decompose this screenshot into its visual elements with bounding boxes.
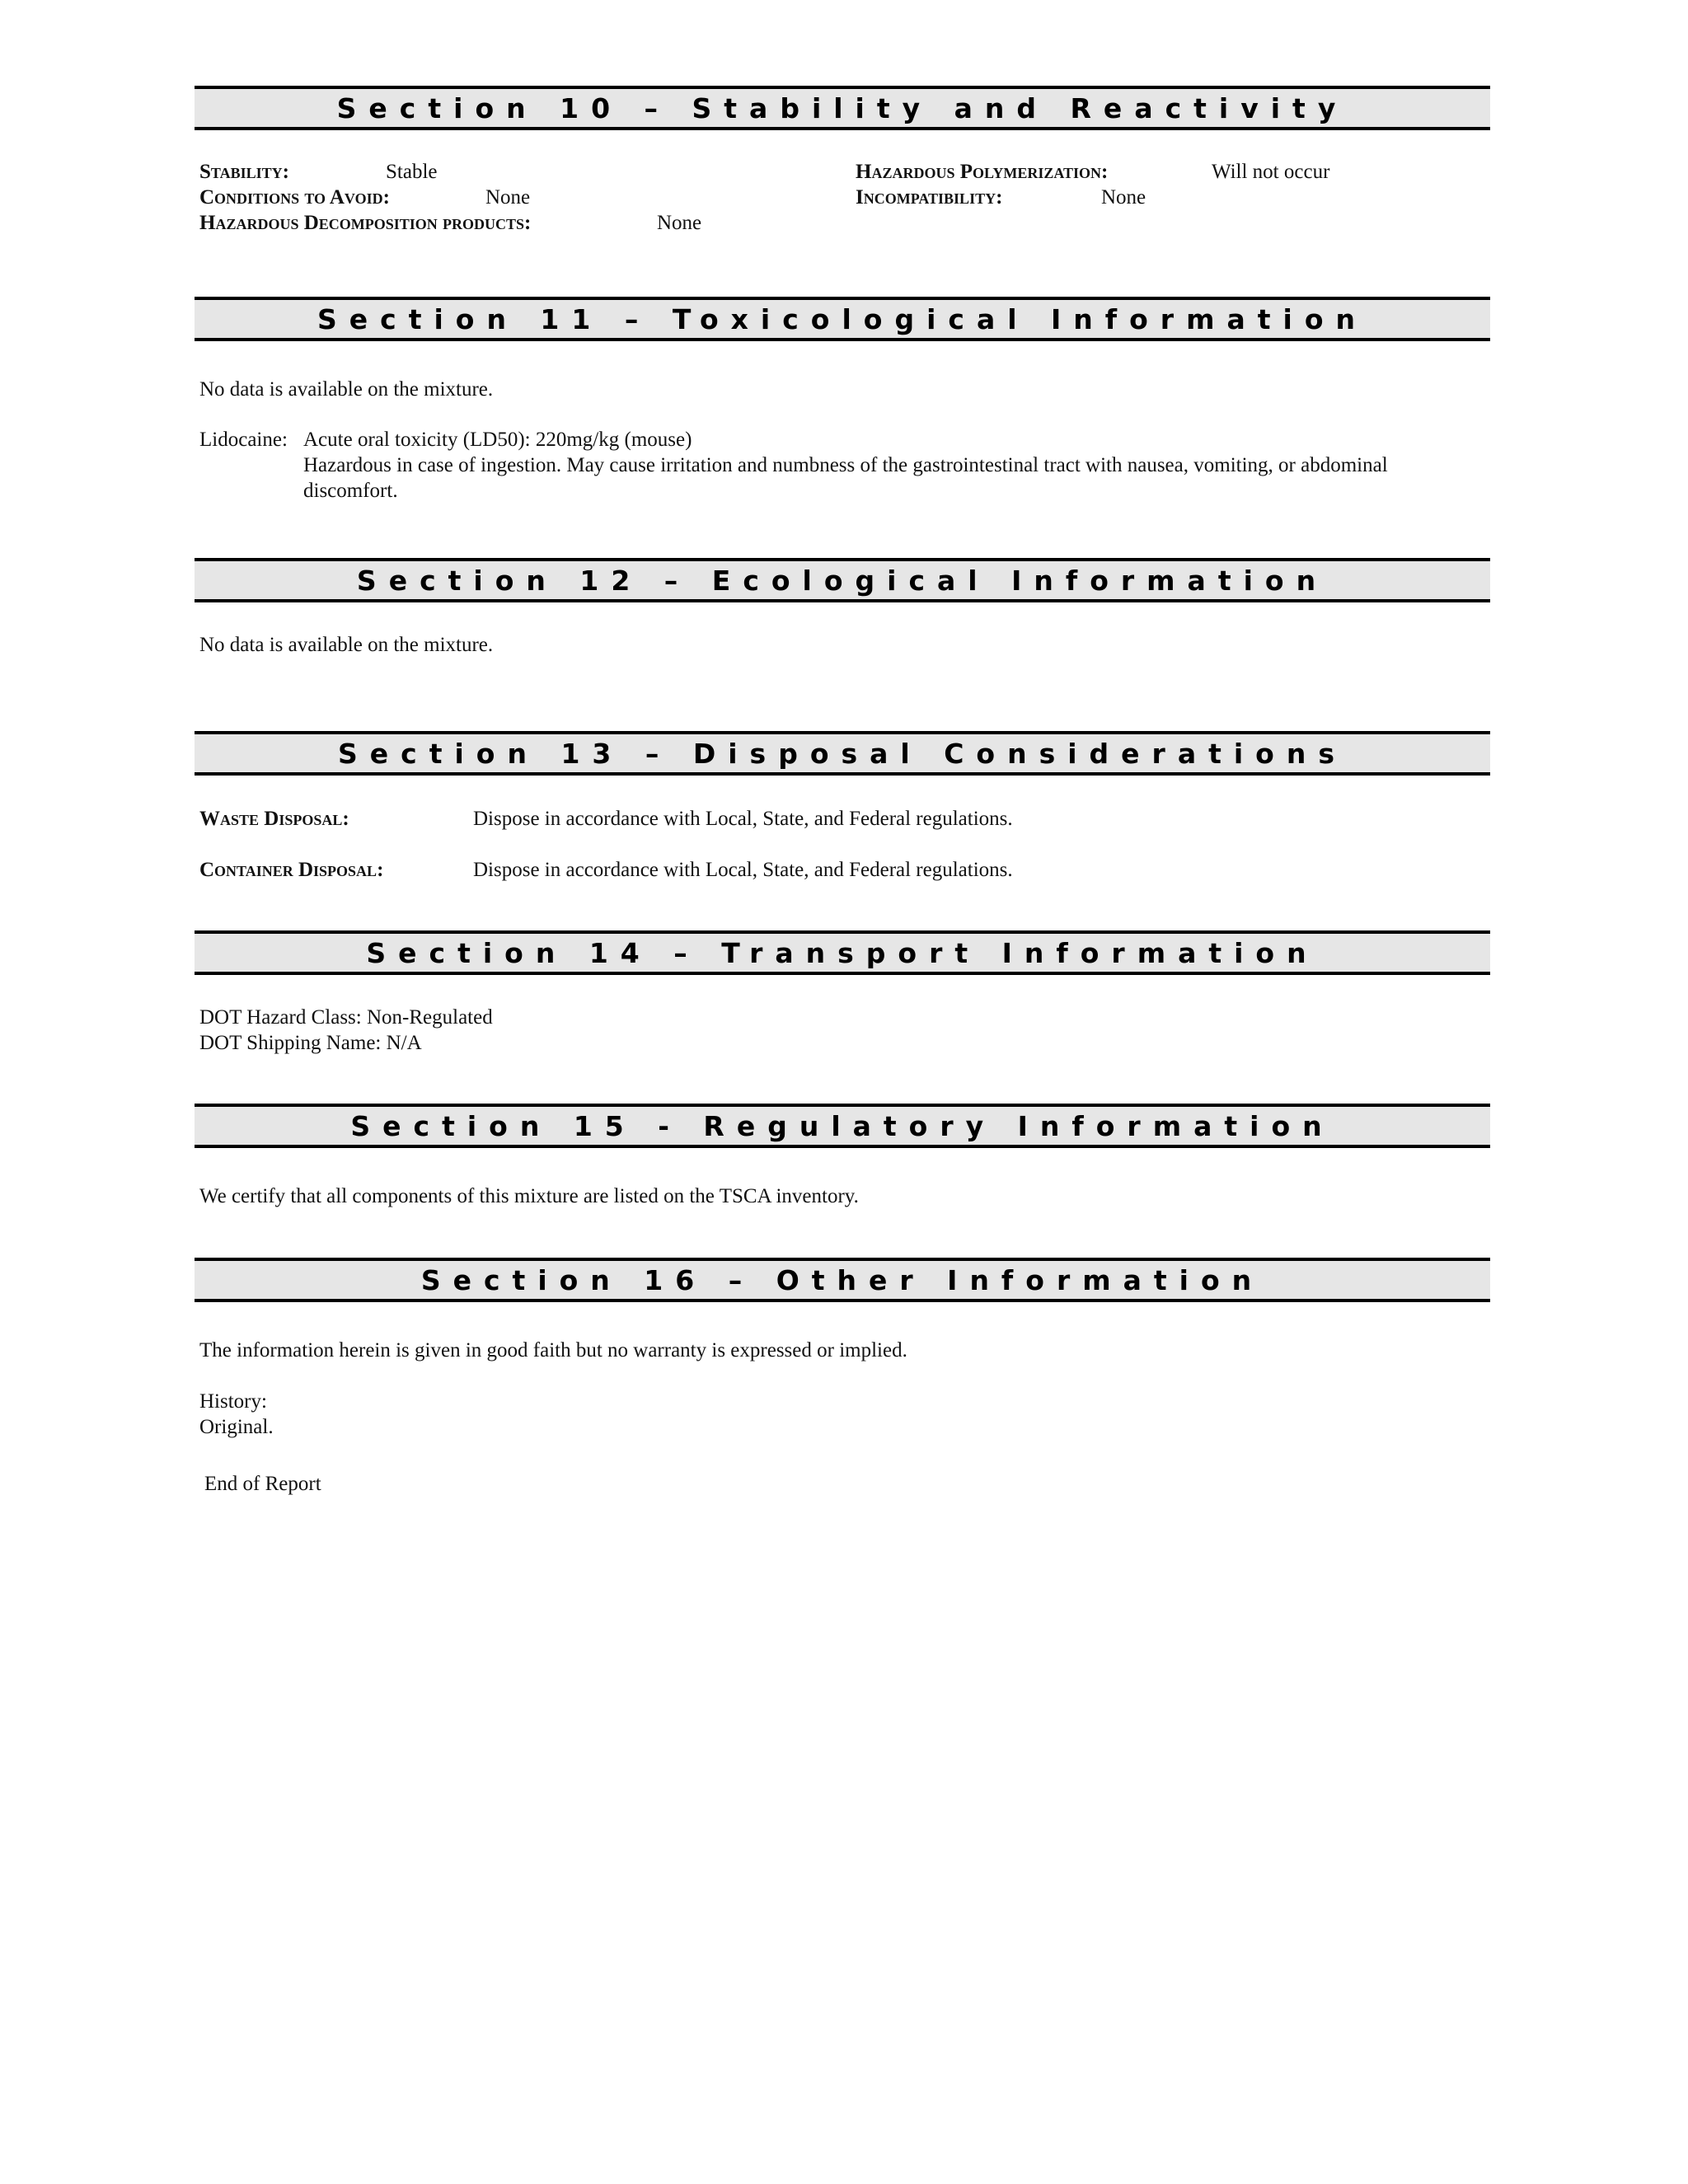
toxicology-intro: No data is available on the mixture. [199, 378, 494, 401]
waste-disposal-label: Waste Disposal: [199, 808, 349, 830]
section-10-header [195, 86, 1490, 130]
lidocaine-hazard-text: Hazardous in case of ingestion. May cause irritation and numbness of the gastrointestinal tract with nausea, vomiting, or abdominal [303, 454, 1388, 476]
section-12-title: Section 12 – Ecological Information [356, 564, 1329, 597]
stability-value: Stable [386, 161, 438, 183]
section-11-header [195, 297, 1490, 341]
conditions-to-avoid-label: Conditions to Avoid: [199, 186, 390, 209]
section-15-title: Section 15 - Regulatory Information [350, 1109, 1334, 1142]
container-disposal-label: Container Disposal: [199, 859, 384, 881]
section-13-header [195, 731, 1490, 776]
dot-hazard-class: DOT Hazard Class: Non-Regulated [199, 1006, 493, 1029]
waste-disposal-value: Dispose in accordance with Local, State, and Federal regulations. [473, 808, 1013, 830]
ecological-text: No data is available on the mixture. [199, 634, 494, 656]
incompatibility-value: None [1101, 186, 1146, 209]
container-disposal-value: Dispose in accordance with Local, State, and Federal regulations. [473, 859, 1013, 881]
polymerization-value: Will not occur [1212, 161, 1330, 183]
section-11-title: Section 11 – Toxicological Information [316, 302, 1367, 335]
section-12-header [195, 558, 1490, 602]
section-13-title: Section 13 – Disposal Considerations [338, 737, 1347, 770]
conditions-to-avoid-value: None [485, 186, 531, 209]
section-16-header [195, 1258, 1490, 1302]
stability-label: Stability: [199, 161, 289, 183]
lidocaine-hazard-text-cont: discomfort. [303, 480, 398, 502]
history-label: History: [199, 1390, 267, 1413]
section-16-title: Section 16 – Other Information [420, 1263, 1264, 1296]
polymerization-label: Hazardous Polymerization: [856, 161, 1109, 183]
section-14-header [195, 930, 1490, 975]
decomposition-value: None [657, 212, 702, 234]
end-of-report: End of Report [204, 1473, 321, 1495]
disclaimer-text: The information herein is given in good faith but no warranty is expressed or implied. [199, 1339, 907, 1361]
section-14-title: Section 14 – Transport Information [366, 936, 1319, 969]
incompatibility-label: Incompatibility: [856, 186, 1003, 209]
lidocaine-toxicity: Acute oral toxicity (LD50): 220mg/kg (mouse) [303, 429, 692, 451]
dot-shipping-name: DOT Shipping Name: N/A [199, 1032, 422, 1054]
section-15-header [195, 1104, 1490, 1148]
section-10-title: Section 10 – Stability and Reactivity [336, 91, 1348, 124]
decomposition-label: Hazardous Decomposition products: [199, 212, 532, 234]
regulatory-text: We certify that all components of this mixture are listed on the TSCA inventory. [199, 1185, 859, 1207]
history-value: Original. [199, 1416, 274, 1438]
lidocaine-label: Lidocaine: [199, 429, 288, 451]
